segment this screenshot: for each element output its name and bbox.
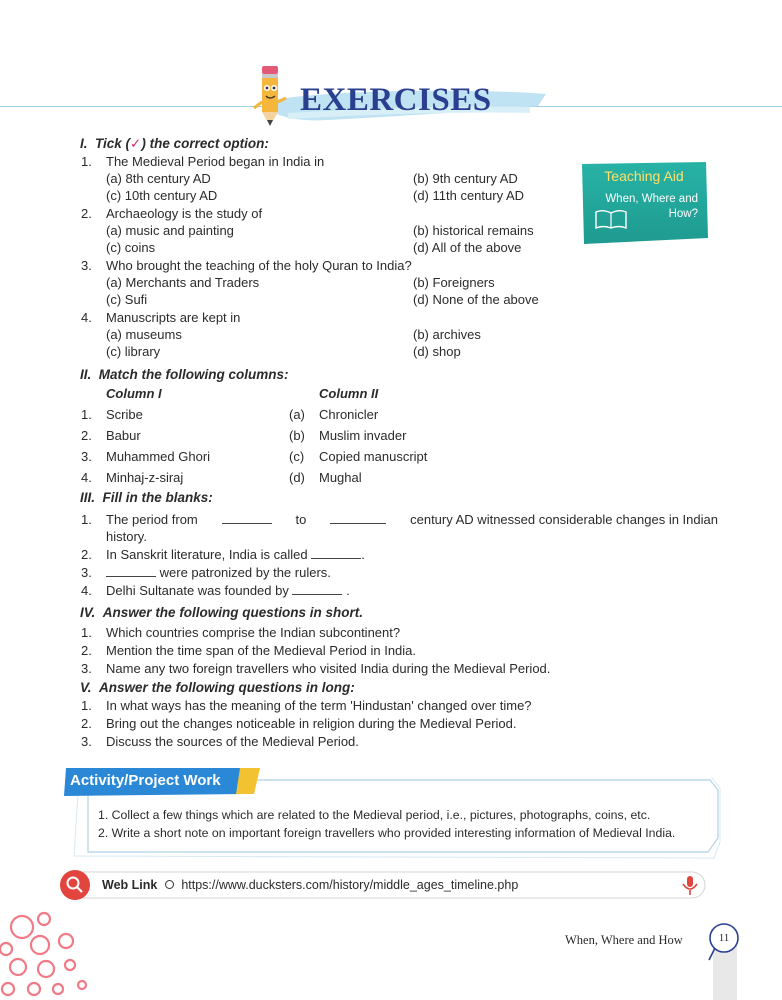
blank-question-3 bbox=[106, 565, 331, 580]
option-a[interactable]: (a) music and painting bbox=[106, 223, 234, 238]
match-letter: (b) bbox=[289, 428, 305, 443]
column-1-header: Column I bbox=[106, 386, 162, 401]
column-2-header: Column II bbox=[319, 386, 379, 401]
option-c[interactable]: (c) 10th century AD bbox=[106, 188, 218, 203]
question-text: Bring out the changes noticeable in religion during the Medieval Period. bbox=[106, 716, 517, 731]
option-a[interactable]: (a) museums bbox=[106, 327, 182, 342]
blank-question-4 bbox=[106, 583, 350, 598]
option-a[interactable]: (a) 8th century AD bbox=[106, 171, 211, 186]
option-a[interactable]: (a) Merchants and Traders bbox=[106, 275, 260, 290]
blank-field[interactable] bbox=[330, 512, 386, 524]
weblink-label: Web Link bbox=[102, 878, 158, 892]
question-text: The Medieval Period began in India in bbox=[106, 154, 325, 169]
match-letter: (c) bbox=[289, 449, 305, 464]
question-number: 2. bbox=[81, 206, 92, 221]
option-d[interactable]: (d) 11th century AD bbox=[413, 188, 525, 203]
option-d[interactable]: (d) None of the above bbox=[413, 292, 539, 307]
match-left-item: Babur bbox=[106, 428, 141, 443]
blank-text: In Sanskrit literature, India is called bbox=[106, 547, 308, 562]
blank-text: century AD witnessed considerable changes in Indian bbox=[410, 512, 718, 527]
blank-text: Delhi Sultanate was founded by bbox=[106, 583, 289, 598]
match-right-item: Copied manuscript bbox=[319, 449, 428, 464]
question-number: 3. bbox=[81, 661, 92, 676]
option-b[interactable]: (b) historical remains bbox=[413, 223, 534, 238]
section-1-title-post: ) the correct option: bbox=[141, 136, 269, 151]
option-d[interactable]: (d) All of the above bbox=[413, 240, 522, 255]
blank-text: to bbox=[295, 512, 307, 527]
activity-item: 2. Write a short note on important foreign travellers who provided interesting information of Medieval India. bbox=[98, 826, 676, 840]
match-left-item: Scribe bbox=[106, 407, 143, 422]
section-2-roman: II. bbox=[80, 367, 92, 382]
blank-text: were patronized by the rulers. bbox=[159, 565, 331, 580]
section-3-heading bbox=[80, 490, 213, 505]
teaching-aid-line2: How? bbox=[668, 208, 698, 220]
link-circle-icon bbox=[165, 880, 174, 889]
blank-text: The period from bbox=[106, 512, 198, 527]
question-text: Name any two foreign travellers who visited India during the Medieval Period. bbox=[106, 661, 551, 676]
blank-text: . bbox=[361, 547, 365, 562]
option-d[interactable]: (d) shop bbox=[413, 344, 461, 359]
blank-question-1 bbox=[106, 512, 718, 527]
question-number: 4. bbox=[81, 310, 92, 325]
question-text: Which countries comprise the Indian subcontinent? bbox=[106, 625, 401, 640]
section-5-title: Answer the following questions in long: bbox=[99, 680, 355, 695]
question-text: Discuss the sources of the Medieval Period. bbox=[106, 734, 359, 749]
pencil-mascot-icon bbox=[250, 62, 290, 134]
option-b[interactable]: (b) archives bbox=[413, 327, 481, 342]
question-number: 1. bbox=[81, 698, 92, 713]
tick-icon: ✓ bbox=[130, 136, 142, 151]
match-left-item: Muhammed Ghori bbox=[106, 449, 211, 464]
blank-field[interactable] bbox=[311, 547, 361, 559]
teaching-aid-title: Teaching Aid bbox=[604, 168, 684, 184]
option-b[interactable]: (b) Foreigners bbox=[413, 275, 495, 290]
section-4-roman: IV. bbox=[80, 605, 96, 620]
section-1-roman: I. bbox=[80, 136, 88, 151]
decorative-circles bbox=[0, 905, 95, 1000]
weblink-text bbox=[102, 878, 518, 892]
match-letter: (a) bbox=[289, 407, 305, 422]
weblink-url[interactable]: https://www.ducksters.com/history/middle_ages_timeline.php bbox=[181, 878, 519, 892]
blank-field[interactable] bbox=[222, 512, 272, 524]
match-left-item: Minhaj-z-siraj bbox=[106, 470, 184, 485]
match-right-item: Chronicler bbox=[319, 407, 379, 422]
option-c[interactable]: (c) library bbox=[106, 344, 161, 359]
option-c[interactable]: (c) coins bbox=[106, 240, 156, 255]
chapter-name: When, Where and How bbox=[565, 933, 683, 947]
section-2-title: Match the following columns: bbox=[98, 367, 289, 382]
question-number: 1. bbox=[81, 154, 92, 169]
match-row-number: 4. bbox=[81, 470, 92, 485]
activity-item: 1. Collect a few things which are related to the Medieval period, i.e., pictures, photographs, coins, etc. bbox=[98, 808, 651, 822]
blank-text: . bbox=[346, 583, 350, 598]
match-row-number: 1. bbox=[81, 407, 92, 422]
question-number: 2. bbox=[81, 716, 92, 731]
question-number: 1. bbox=[81, 625, 92, 640]
section-5-heading bbox=[80, 680, 355, 695]
section-5-roman: V. bbox=[80, 680, 92, 695]
match-row-number: 3. bbox=[81, 449, 92, 464]
section-1-heading bbox=[80, 136, 269, 152]
blank-q-number: 2. bbox=[81, 547, 92, 562]
question-number: 3. bbox=[81, 258, 92, 273]
question-number: 3. bbox=[81, 734, 92, 749]
blank-field[interactable] bbox=[292, 583, 342, 595]
section-3-title: Fill in the blanks: bbox=[102, 490, 213, 505]
match-letter: (d) bbox=[289, 470, 305, 485]
question-text: In what ways has the meaning of the term 'Hindustan' changed over time? bbox=[106, 698, 532, 713]
match-right-item: Muslim invader bbox=[319, 428, 407, 443]
match-right-item: Mughal bbox=[319, 470, 362, 485]
book-icon bbox=[594, 208, 628, 230]
blank-q-number: 1. bbox=[81, 512, 92, 527]
section-2-heading bbox=[80, 367, 289, 382]
activity-label: Activity/Project Work bbox=[70, 772, 221, 789]
question-text: Who brought the teaching of the holy Quran to India? bbox=[106, 258, 412, 273]
section-3-roman: III. bbox=[80, 490, 96, 505]
blank-q-number: 4. bbox=[81, 583, 92, 598]
question-text: Manuscripts are kept in bbox=[106, 310, 241, 325]
page-title: EXERCISES bbox=[300, 82, 492, 118]
teaching-aid-line1: When, Where and bbox=[605, 193, 698, 205]
option-c[interactable]: (c) Sufi bbox=[106, 292, 148, 307]
option-b[interactable]: (b) 9th century AD bbox=[413, 171, 518, 186]
page-number: 11 bbox=[718, 932, 730, 944]
blank-text: history. bbox=[106, 529, 147, 544]
section-4-heading bbox=[80, 605, 363, 620]
question-text: Mention the time span of the Medieval Period in India. bbox=[106, 643, 417, 658]
blank-q-number: 3. bbox=[81, 565, 92, 580]
blank-question-2 bbox=[106, 547, 365, 562]
section-1-title-pre: Tick ( bbox=[95, 136, 131, 151]
match-row-number: 2. bbox=[81, 428, 92, 443]
question-number: 2. bbox=[81, 643, 92, 658]
question-text: Archaeology is the study of bbox=[106, 206, 263, 221]
section-4-title: Answer the following questions in short. bbox=[102, 605, 364, 620]
blank-field[interactable] bbox=[106, 565, 156, 577]
